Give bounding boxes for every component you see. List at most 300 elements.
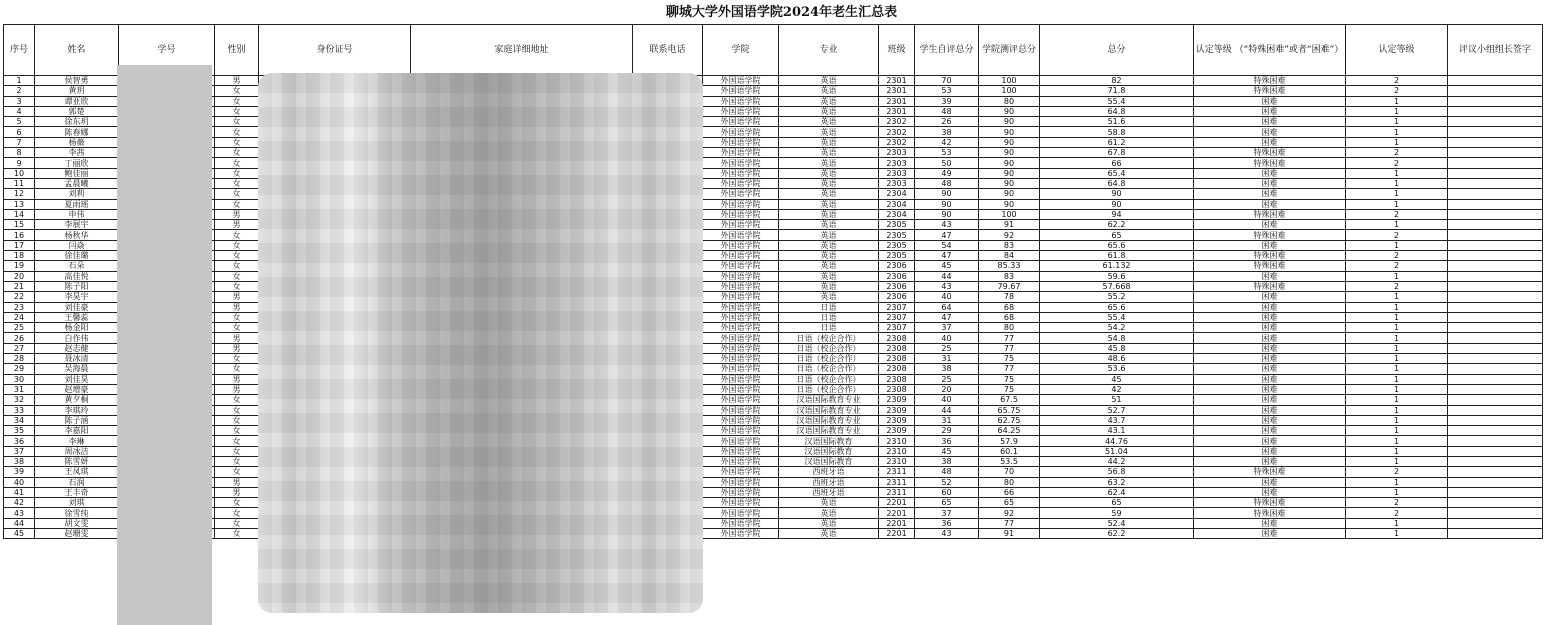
cell-signature — [1448, 405, 1543, 415]
cell-name: 石润 — [35, 477, 119, 487]
cell-name: 孟晨曦 — [35, 178, 119, 188]
cell-college: 外国语学院 — [703, 384, 779, 394]
cell-self-score: 38 — [915, 127, 979, 137]
cell-index: 44 — [4, 518, 35, 528]
cell-self-score: 90 — [915, 189, 979, 199]
cell-level-number: 1 — [1346, 405, 1448, 415]
cell-college-score: 90 — [979, 168, 1040, 178]
cell-college-score: 80 — [979, 323, 1040, 333]
cell-level-number: 1 — [1346, 96, 1448, 106]
cell-class: 2310 — [879, 446, 915, 456]
cell-college: 外国语学院 — [703, 529, 779, 539]
cell-gender: 女 — [215, 405, 259, 415]
cell-gender: 女 — [215, 106, 259, 116]
cell-index: 5 — [4, 117, 35, 127]
cell-college: 外国语学院 — [703, 106, 779, 116]
cell-major: 英语 — [779, 178, 879, 188]
cell-major: 英语 — [779, 96, 879, 106]
cell-signature — [1448, 148, 1543, 158]
cell-self-score: 47 — [915, 251, 979, 261]
cell-gender: 女 — [215, 426, 259, 436]
cell-signature — [1448, 106, 1543, 116]
cell-index: 24 — [4, 312, 35, 322]
cell-level-number: 2 — [1346, 498, 1448, 508]
table-row — [4, 364, 1543, 374]
cell-total-score: 59 — [1040, 508, 1194, 518]
cell-total-score: 52.4 — [1040, 518, 1194, 528]
cell-name: 杨薇 — [35, 137, 119, 147]
cell-total-score: 48.6 — [1040, 354, 1194, 364]
cell-total-score: 63.2 — [1040, 477, 1194, 487]
cell-total-score: 54.2 — [1040, 323, 1194, 333]
cell-index: 11 — [4, 178, 35, 188]
cell-college: 外国语学院 — [703, 426, 779, 436]
table-row — [4, 323, 1543, 333]
cell-major: 汉语国际教育专业 — [779, 415, 879, 425]
cell-college-score: 75 — [979, 374, 1040, 384]
cell-total-score: 42 — [1040, 384, 1194, 394]
cell-total-score: 62.4 — [1040, 487, 1194, 497]
cell-signature — [1448, 508, 1543, 518]
cell-index: 10 — [4, 168, 35, 178]
cell-signature — [1448, 271, 1543, 281]
cell-signature — [1448, 323, 1543, 333]
cell-college-score: 77 — [979, 364, 1040, 374]
cell-total-score: 55.4 — [1040, 96, 1194, 106]
cell-signature — [1448, 76, 1543, 86]
cell-level-number: 1 — [1346, 446, 1448, 456]
cell-college: 外国语学院 — [703, 498, 779, 508]
cell-level-text: 特殊困难 — [1194, 76, 1346, 86]
cell-college: 外国语学院 — [703, 364, 779, 374]
cell-level-number: 1 — [1346, 178, 1448, 188]
cell-level-number: 1 — [1346, 168, 1448, 178]
cell-name: 郭楚 — [35, 106, 119, 116]
table-row — [4, 137, 1543, 147]
cell-gender: 女 — [215, 354, 259, 364]
cell-level-text: 困难 — [1194, 477, 1346, 487]
cell-college: 外国语学院 — [703, 446, 779, 456]
cell-signature — [1448, 292, 1543, 302]
cell-level-text: 特殊困难 — [1194, 230, 1346, 240]
cell-college-score: 77 — [979, 333, 1040, 343]
cell-major: 英语 — [779, 209, 879, 219]
cell-index: 43 — [4, 508, 35, 518]
cell-signature — [1448, 384, 1543, 394]
cell-index: 28 — [4, 354, 35, 364]
table-row — [4, 240, 1543, 250]
cell-level-text: 困难 — [1194, 189, 1346, 199]
table-row — [4, 312, 1543, 322]
cell-major: 日语（校企合作） — [779, 384, 879, 394]
cell-level-text: 特殊困难 — [1194, 498, 1346, 508]
cell-signature — [1448, 529, 1543, 539]
cell-index: 31 — [4, 384, 35, 394]
cell-signature — [1448, 415, 1543, 425]
table-row — [4, 374, 1543, 384]
cell-class: 2306 — [879, 281, 915, 291]
cell-class: 2201 — [879, 529, 915, 539]
cell-total-score: 55.2 — [1040, 292, 1194, 302]
cell-name: 周冰洁 — [35, 446, 119, 456]
table-row — [4, 405, 1543, 415]
table-row — [4, 395, 1543, 405]
cell-gender: 女 — [215, 312, 259, 322]
cell-major: 英语 — [779, 518, 879, 528]
table-row — [4, 415, 1543, 425]
cell-name: 丁丽欣 — [35, 158, 119, 168]
cell-gender: 女 — [215, 436, 259, 446]
cell-level-number: 1 — [1346, 271, 1448, 281]
cell-gender: 女 — [215, 508, 259, 518]
personal-info-redaction — [258, 73, 703, 613]
cell-name: 李茜 — [35, 148, 119, 158]
cell-index: 23 — [4, 302, 35, 312]
cell-level-text: 困难 — [1194, 199, 1346, 209]
cell-total-score: 82 — [1040, 76, 1194, 86]
cell-major: 汉语国际教育专业 — [779, 426, 879, 436]
cell-gender: 女 — [215, 364, 259, 374]
table-row — [4, 199, 1543, 209]
column-header-total-score: 总分 — [1040, 25, 1194, 76]
cell-gender: 女 — [215, 178, 259, 188]
table-row — [4, 127, 1543, 137]
cell-self-score: 48 — [915, 178, 979, 188]
cell-level-number: 1 — [1346, 487, 1448, 497]
cell-level-number: 1 — [1346, 529, 1448, 539]
cell-college-score: 53.5 — [979, 456, 1040, 466]
cell-major: 英语 — [779, 106, 879, 116]
cell-class: 2301 — [879, 76, 915, 86]
cell-name: 谭亚欣 — [35, 96, 119, 106]
cell-class: 2307 — [879, 302, 915, 312]
cell-level-text: 困难 — [1194, 333, 1346, 343]
cell-total-score: 43.1 — [1040, 426, 1194, 436]
cell-major: 汉语国际教育 — [779, 456, 879, 466]
cell-self-score: 45 — [915, 261, 979, 271]
cell-level-text: 困难 — [1194, 312, 1346, 322]
cell-level-number: 1 — [1346, 220, 1448, 230]
cell-college-score: 68 — [979, 312, 1040, 322]
cell-self-score: 50 — [915, 158, 979, 168]
table-row — [4, 251, 1543, 261]
cell-class: 2305 — [879, 251, 915, 261]
cell-college: 外国语学院 — [703, 168, 779, 178]
cell-college: 外国语学院 — [703, 323, 779, 333]
column-header-college: 学院 — [703, 25, 779, 76]
cell-class: 2306 — [879, 261, 915, 271]
cell-signature — [1448, 168, 1543, 178]
cell-signature — [1448, 487, 1543, 497]
cell-class: 2301 — [879, 106, 915, 116]
cell-class: 2308 — [879, 374, 915, 384]
cell-total-score: 52.7 — [1040, 405, 1194, 415]
cell-index: 32 — [4, 395, 35, 405]
cell-level-number: 1 — [1346, 354, 1448, 364]
cell-signature — [1448, 312, 1543, 322]
cell-class: 2304 — [879, 209, 915, 219]
cell-total-score: 61.8 — [1040, 251, 1194, 261]
cell-signature — [1448, 137, 1543, 147]
cell-level-number: 1 — [1346, 137, 1448, 147]
cell-level-number: 1 — [1346, 518, 1448, 528]
cell-major: 西班牙语 — [779, 487, 879, 497]
cell-total-score: 44.76 — [1040, 436, 1194, 446]
table-row — [4, 261, 1543, 271]
cell-signature — [1448, 261, 1543, 271]
cell-class: 2309 — [879, 426, 915, 436]
cell-gender: 女 — [215, 117, 259, 127]
cell-name: 石朵 — [35, 261, 119, 271]
cell-college: 外国语学院 — [703, 271, 779, 281]
cell-name: 聂冰清 — [35, 354, 119, 364]
column-header-college-score: 学院测评总分 — [979, 25, 1040, 76]
cell-college-score: 75 — [979, 354, 1040, 364]
cell-self-score: 40 — [915, 395, 979, 405]
cell-class: 2308 — [879, 384, 915, 394]
cell-class: 2308 — [879, 364, 915, 374]
cell-gender: 男 — [215, 292, 259, 302]
cell-class: 2306 — [879, 292, 915, 302]
cell-gender: 女 — [215, 518, 259, 528]
cell-college: 外国语学院 — [703, 261, 779, 271]
cell-major: 英语 — [779, 261, 879, 271]
cell-major: 英语 — [779, 137, 879, 147]
cell-self-score: 38 — [915, 456, 979, 466]
cell-level-number: 2 — [1346, 467, 1448, 477]
cell-level-number: 1 — [1346, 106, 1448, 116]
cell-college: 外国语学院 — [703, 415, 779, 425]
cell-index: 45 — [4, 529, 35, 539]
cell-self-score: 90 — [915, 199, 979, 209]
cell-index: 9 — [4, 158, 35, 168]
cell-major: 日语（校企合作） — [779, 343, 879, 353]
column-header-self-score: 学生自评总分 — [915, 25, 979, 76]
cell-college-score: 90 — [979, 137, 1040, 147]
cell-gender: 女 — [215, 148, 259, 158]
cell-name: 侯智勇 — [35, 76, 119, 86]
cell-name: 李嘉阳 — [35, 426, 119, 436]
column-header-gender: 性别 — [215, 25, 259, 76]
cell-total-score: 54.8 — [1040, 333, 1194, 343]
cell-self-score: 40 — [915, 333, 979, 343]
cell-major: 英语 — [779, 199, 879, 209]
cell-signature — [1448, 96, 1543, 106]
cell-class: 2301 — [879, 86, 915, 96]
table-row — [4, 467, 1543, 477]
cell-index: 13 — [4, 199, 35, 209]
cell-level-text: 特殊困难 — [1194, 148, 1346, 158]
cell-level-text: 特殊困难 — [1194, 508, 1346, 518]
cell-major: 英语 — [779, 148, 879, 158]
cell-self-score: 48 — [915, 467, 979, 477]
cell-total-score: 45.8 — [1040, 343, 1194, 353]
cell-self-score: 40 — [915, 292, 979, 302]
cell-class: 2303 — [879, 158, 915, 168]
cell-college: 外国语学院 — [703, 178, 779, 188]
cell-total-score: 65 — [1040, 498, 1194, 508]
cell-self-score: 20 — [915, 384, 979, 394]
cell-index: 6 — [4, 127, 35, 137]
cell-college: 外国语学院 — [703, 230, 779, 240]
cell-total-score: 65 — [1040, 230, 1194, 240]
cell-self-score: 36 — [915, 518, 979, 528]
cell-college-score: 83 — [979, 240, 1040, 250]
cell-level-text: 困难 — [1194, 168, 1346, 178]
table-row — [4, 168, 1543, 178]
cell-signature — [1448, 209, 1543, 219]
cell-level-number: 2 — [1346, 209, 1448, 219]
cell-major: 英语 — [779, 220, 879, 230]
cell-college-score: 90 — [979, 178, 1040, 188]
cell-self-score: 25 — [915, 374, 979, 384]
table-row — [4, 498, 1543, 508]
cell-major: 英语 — [779, 189, 879, 199]
cell-signature — [1448, 436, 1543, 446]
cell-self-score: 38 — [915, 364, 979, 374]
cell-class: 2302 — [879, 127, 915, 137]
cell-signature — [1448, 230, 1543, 240]
cell-college: 外国语学院 — [703, 189, 779, 199]
cell-level-text: 困难 — [1194, 426, 1346, 436]
cell-signature — [1448, 302, 1543, 312]
cell-self-score: 90 — [915, 209, 979, 219]
cell-college: 外国语学院 — [703, 487, 779, 497]
cell-level-text: 困难 — [1194, 374, 1346, 384]
cell-college-score: 100 — [979, 86, 1040, 96]
table-row — [4, 384, 1543, 394]
cell-college: 外国语学院 — [703, 96, 779, 106]
cell-major: 汉语国际教育专业 — [779, 405, 879, 415]
cell-college: 外国语学院 — [703, 292, 779, 302]
cell-level-number: 1 — [1346, 374, 1448, 384]
cell-signature — [1448, 178, 1543, 188]
cell-level-number: 1 — [1346, 292, 1448, 302]
table-row — [4, 117, 1543, 127]
cell-major: 英语 — [779, 127, 879, 137]
cell-gender: 男 — [215, 477, 259, 487]
cell-level-text: 困难 — [1194, 117, 1346, 127]
cell-signature — [1448, 395, 1543, 405]
cell-name: 徐雪纯 — [35, 508, 119, 518]
cell-self-score: 48 — [915, 106, 979, 116]
cell-index: 2 — [4, 86, 35, 96]
cell-gender: 女 — [215, 395, 259, 405]
cell-gender: 女 — [215, 230, 259, 240]
cell-name: 胡文雯 — [35, 518, 119, 528]
cell-level-number: 1 — [1346, 395, 1448, 405]
cell-total-score: 61.132 — [1040, 261, 1194, 271]
cell-gender: 女 — [215, 271, 259, 281]
cell-class: 2303 — [879, 148, 915, 158]
cell-name: 黄玥 — [35, 86, 119, 96]
cell-college-score: 70 — [979, 467, 1040, 477]
cell-total-score: 43.7 — [1040, 415, 1194, 425]
cell-college-score: 77 — [979, 343, 1040, 353]
cell-total-score: 64.8 — [1040, 106, 1194, 116]
cell-index: 7 — [4, 137, 35, 147]
cell-self-score: 64 — [915, 302, 979, 312]
cell-signature — [1448, 127, 1543, 137]
cell-college-score: 85.33 — [979, 261, 1040, 271]
cell-level-text: 困难 — [1194, 343, 1346, 353]
cell-class: 2305 — [879, 230, 915, 240]
cell-major: 汉语国际教育 — [779, 436, 879, 446]
cell-class: 2310 — [879, 436, 915, 446]
cell-gender: 女 — [215, 415, 259, 425]
summary-table — [3, 24, 1543, 539]
cell-class: 2311 — [879, 487, 915, 497]
cell-index: 34 — [4, 415, 35, 425]
cell-class: 2309 — [879, 415, 915, 425]
cell-class: 2305 — [879, 240, 915, 250]
cell-total-score: 71.8 — [1040, 86, 1194, 96]
cell-college: 外国语学院 — [703, 220, 779, 230]
column-header-class: 班级 — [879, 25, 915, 76]
cell-self-score: 44 — [915, 271, 979, 281]
cell-self-score: 54 — [915, 240, 979, 250]
table-row — [4, 343, 1543, 353]
cell-name: 刘佳豪 — [35, 302, 119, 312]
cell-major: 日语 — [779, 312, 879, 322]
cell-level-text: 困难 — [1194, 364, 1346, 374]
cell-college: 外国语学院 — [703, 137, 779, 147]
cell-index: 30 — [4, 374, 35, 384]
cell-signature — [1448, 343, 1543, 353]
cell-college: 外国语学院 — [703, 158, 779, 168]
cell-college-score: 65.75 — [979, 405, 1040, 415]
cell-index: 27 — [4, 343, 35, 353]
cell-major: 英语 — [779, 508, 879, 518]
cell-gender: 女 — [215, 456, 259, 466]
cell-level-text: 困难 — [1194, 395, 1346, 405]
header-row — [4, 25, 1543, 76]
cell-index: 41 — [4, 487, 35, 497]
cell-college: 外国语学院 — [703, 312, 779, 322]
cell-class: 2201 — [879, 508, 915, 518]
cell-level-number: 2 — [1346, 86, 1448, 96]
cell-level-number: 2 — [1346, 508, 1448, 518]
cell-gender: 男 — [215, 302, 259, 312]
cell-level-text: 困难 — [1194, 106, 1346, 116]
cell-major: 英语 — [779, 271, 879, 281]
cell-self-score: 42 — [915, 137, 979, 147]
cell-class: 2301 — [879, 96, 915, 106]
cell-college-score: 84 — [979, 251, 1040, 261]
cell-level-text: 特殊困难 — [1194, 281, 1346, 291]
cell-index: 20 — [4, 271, 35, 281]
cell-self-score: 47 — [915, 230, 979, 240]
column-header-major: 专业 — [779, 25, 879, 76]
column-header-level-text: 认定等级 （“特殊困难”或者“困难”） — [1194, 25, 1346, 76]
cell-self-score: 65 — [915, 498, 979, 508]
cell-college-score: 66 — [979, 487, 1040, 497]
cell-college-score: 67.5 — [979, 395, 1040, 405]
cell-college: 外国语学院 — [703, 127, 779, 137]
cell-major: 汉语国际教育专业 — [779, 395, 879, 405]
cell-self-score: 60 — [915, 487, 979, 497]
cell-signature — [1448, 86, 1543, 96]
table-row — [4, 148, 1543, 158]
cell-major: 英语 — [779, 281, 879, 291]
cell-level-number: 1 — [1346, 189, 1448, 199]
cell-level-number: 1 — [1346, 333, 1448, 343]
cell-gender: 男 — [215, 333, 259, 343]
cell-level-text: 困难 — [1194, 220, 1346, 230]
cell-gender: 男 — [215, 374, 259, 384]
cell-signature — [1448, 281, 1543, 291]
cell-college: 外国语学院 — [703, 405, 779, 415]
